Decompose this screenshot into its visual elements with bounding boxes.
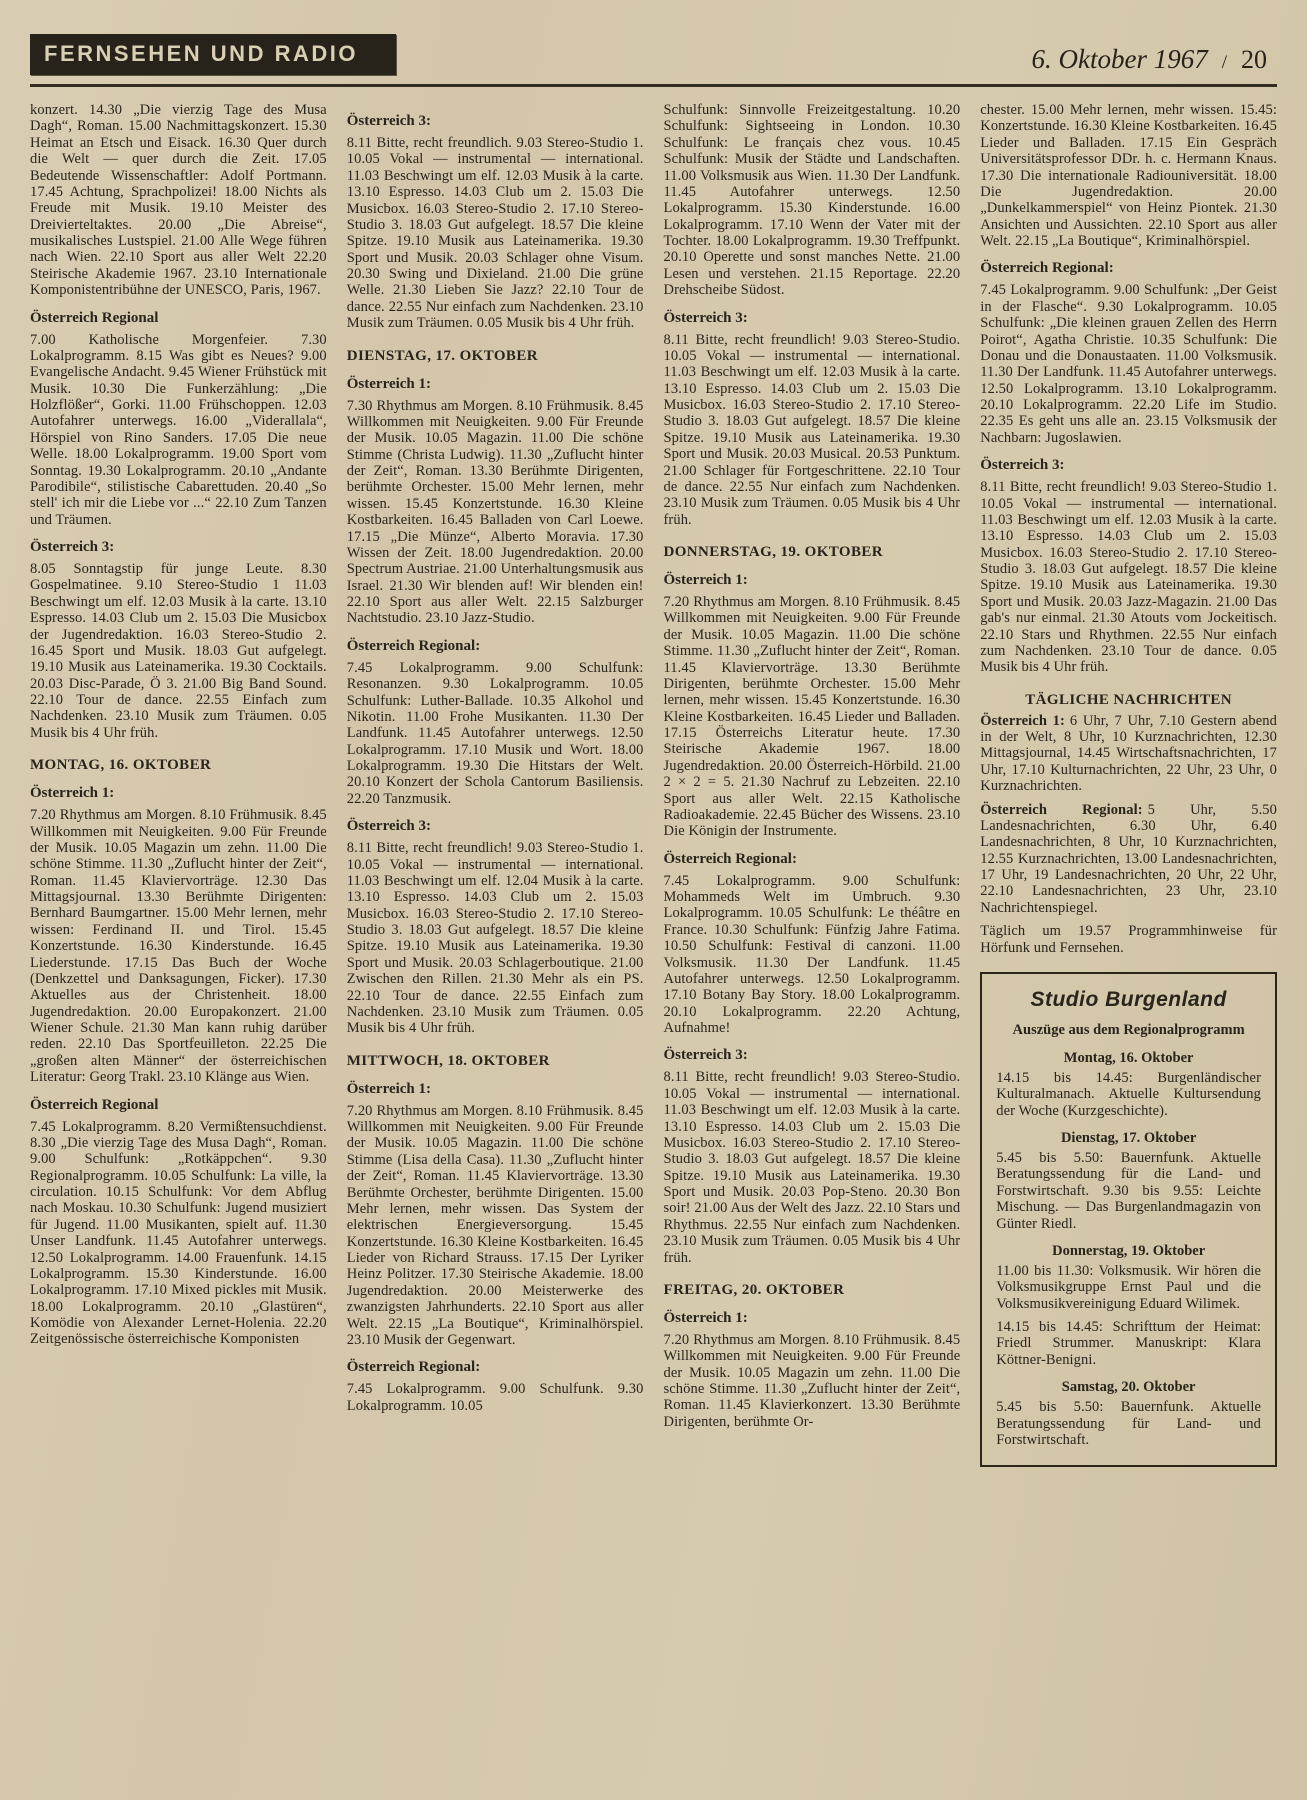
page-header: [30, 34, 1277, 75]
studio-paragraph: 5.45 bis 5.50: Bauernfunk. Aktuelle Beratungssendung für Land- und Forstwirtschaft.: [996, 1399, 1261, 1448]
channel-heading-o3: Österreich 3:: [346, 818, 432, 835]
section-masthead: [30, 34, 396, 75]
dateline: [1031, 44, 1277, 75]
column-2: [347, 102, 644, 1467]
program-paragraph: Schulfunk: Sinnvolle Freizeitgestaltung. 10.20 Schulfunk: Sightseeing in London. 10.30 Schulfunk: Le français chez vous. 10.45 Schulfunk: Musik der Städte und Landschaften. 11.00 Volksmusik aus Wien. 11.30 Der Landfunk. 11.45 Autofahrer unterwegs. 12.50 Lokalprogramm. 15.30 Kinderstunde. 16.00 Lokalprogramm. 17.10 Wenn der Vater mit der Tochter. 18.00 Lokalprogramm. 19.30 Treffpunkt. 20.10 Operette und sonst manches Nette. 21.00 Lesen und verstehen. 21.15 Reportage. 22.20 Drehscheibe Südost.: [663, 102, 961, 299]
program-paragraph: chester. 15.00 Mehr lernen, mehr wissen. 15.45: Konzertstunde. 16.30 Kleine Kostbarkeiten. 16.45 Lieder und Balladen. 17.15 Ein Gespräch Universitätsprofessor DDr. h. c. Hermann Knaus. 17.30 Die internationale Radiouniversität. 18.00 Die Jugendredaktion. 20.00 „Dunkelkammerspiel“ von Heinz Piontek. 21.30 Ansichten und Aussichten. 22.10 Sport aus aller Welt. 22.15 „La Boutique“, Kriminalhörspiel.: [980, 102, 1277, 249]
column-1: [30, 102, 327, 1467]
channel-heading-regional: Österreich Regional:: [663, 850, 797, 867]
studio-box-title: Studio Burgenland: [1030, 987, 1227, 1011]
channel-heading-o3: Österreich 3:: [663, 309, 748, 326]
issue-date: 6. Oktober 1967: [1031, 44, 1208, 74]
program-paragraph: 7.20 Rhythmus am Morgen. 8.10 Frühmusik. 8.45 Willkommen mit Neuigkeiten. 9.00 Für Freunde der Musik. 10.05 Magazin um zehn. 11.00 Die schöne Stimme. 11.30 „Zuflucht hinter der Zeit“, Roman. 11.45 Klaviervorträge. 12.30 Das Mittagsjournal. 13.30 Berühmte Dirigenten: Bernhard Baumgartner. 15.00 Mehr lernen, mehr wissen: Ferdinand II. und Tirol. 15.45 Konzertstunde. 16.30 Kinderstunde. 16.45 Liederstunde. 17.15 Das Buch der Woche (Denkzettel und Danksagungen, Ficker). 17.30 Aktuelles aus der Christenheit. 18.00 Jugendredaktion. 20.00 Europakonzert. 21.00 Wiener Schule. 21.30 Man kann ruhig darüber reden. 22.10 Das Sportfeuilleton. 22.25 Die „großen alten Männer“ der österreichischen Literatur: Georg Trakl. 23.10 Klänge aus Wien.: [30, 807, 327, 1086]
day-heading-montag: MONTAG, 16. OKTOBER: [30, 757, 212, 774]
program-paragraph: 7.00 Katholische Morgenfeier. 7.30 Lokalprogramm. 8.15 Was gibt es Neues? 9.00 Evangelische Andacht. 9.45 Wiener Frühstück mit Musik. 10.30 Die Funkerzählung: „Die Holzflößer“, Gorki. 11.00 Frühschoppen. 12.03 Autofahrer unterwegs. 16.00 „Viderallala“, Hörspiel von Rino Sanders. 17.05 Die neue Welle. 18.00 Lokalprogramm. 19.00 Sport vom Sonntag. 19.30 Lokalprogramm. 20.10 „Andante Parodibile“, stilistische Cabarettuden. 20.40 „So stell' ich mir die Liebe vor ...“ 22.10 Zum Tanzen und Träumen.: [30, 331, 327, 528]
day-heading-freitag: FREITAG, 20. OKTOBER: [663, 1281, 845, 1298]
channel-heading-o3: Österreich 3:: [663, 1047, 748, 1064]
day-heading-mittwoch: MITTWOCH, 18. OKTOBER: [346, 1052, 550, 1069]
channel-heading-o1: Österreich 1:: [30, 785, 115, 802]
program-paragraph: 8.11 Bitte, recht freundlich! 9.03 Stereo-Studio 1. 10.05 Vokal — instrumental — international. 11.03 Beschwingt um elf. 12.04 Musik à la carte. 13.10 Espresso. 14.03 Club um 2. 15.03 Musicbox. 16.03 Stereo-Studio 2. 17.10 Stereo-Studio 3. 18.03 Gut aufgelegt. 18.57 Die kleine Spitze. 19.10 Musik aus Lateinamerika. 19.30 Sport und Musik. 20.03 Schlagerboutique. 21.00 Zwischen den Rillen. 21.30 Mehr als ein PS. 22.10 Tour de dance. 22.55 Einfach zum Nachdenken. 23.10 Musik zum Träumen. 0.05 Musik bis 4 Uhr früh.: [346, 840, 644, 1037]
program-paragraph: 7.20 Rhythmus am Morgen. 8.10 Frühmusik. 8.45 Willkommen mit Neuigkeiten. 9.00 Für Freunde der Musik. 10.05 Magazin. 11.00 Die schöne Stimme (Lisa della Casa). 11.30 „Zuflucht hinter der Zeit“, Roman. 11.45 Klaviervorträge. 13.30 Berühmte Orchester, berühmte Dirigenten. 15.00 Mehr lernen, mehr wissen. Das System der elektrischen Energieversorgung. 15.45 Konzertstunde. 16.30 Kleine Kostbarkeiten. 16.45 Lieder von Richard Strauss. 17.15 Der Lyriker Heinz Politzer. 17.30 Steirische Akademie. 18.00 Jugendredaktion. 20.00 Meisterwerke des zwanzigsten Jahrhunderts. 22.10 Sport aus aller Welt. 22.15 „La Boutique“, Kriminalhörspiel. 23.10 Musik der Gegenwart.: [346, 1102, 644, 1348]
page-number: 20: [1241, 45, 1267, 74]
column-4: [980, 102, 1277, 1467]
channel-heading-regional: Österreich Regional: [30, 1096, 159, 1113]
program-paragraph: 8.11 Bitte, recht freundlich! 9.03 Stereo-Studio. 10.05 Vokal — instrumental — international. 11.03 Beschwingt um elf. 12.03 Musik à la carte. 13.10 Espresso. 14.03 Club um 2. 15.03 Die Musicbox. 16.03 Stereo-Studio 2. 17.10 Stereo-Studio 3. 18.03 Gut aufgelegt. 18.57 Die kleine Spitze. 19.10 Musik aus Lateinamerika. 19.30 Sport und Musik. 20.03 Pop-Steno. 20.30 Bon soir! 21.00 Aus der Welt des Jazz. 22.10 Stars und Rhythmus. 22.55 Nur einfach zum Nachdenken. 23.10 Musik zum Träumen. 0.05 Musik bis 4 Uhr früh.: [663, 1069, 961, 1266]
program-paragraph: 8.11 Bitte, recht freundlich! 9.03 Stereo-Studio 1. 10.05 Vokal — instrumental — international. 11.03 Beschwingt um elf. 12.03 Musik à la carte. 13.10 Espresso. 14.03 Club um 2. 15.03 Musicbox. 16.03 Stereo-Studio 2. 17.10 Stereo-Studio 3. 18.03 Gut aufgelegt. 18.57 Die kleine Spitze. 19.10 Musik aus Lateinamerika. 19.30 Sport und Musik. 20.03 Jazz-Magazin. 21.00 Das gab's nur einmal. 21.30 Atouts vom Jockeitisch. 22.10 Stars und Rhythmen. 22.55 Nur einfach zum Nachdenken. 23.10 Tour de dance. 0.05 Musik bis 4 Uhr früh.: [980, 479, 1277, 676]
channel-heading-regional: Österreich Regional: [30, 309, 159, 326]
program-paragraph: 7.45 Lokalprogramm. 9.00 Schulfunk: Mohammeds Welt im Umbruch. 9.30 Lokalprogramm. 10.05 Schulfunk: Le théâtre en France. 10.30 Schulfunk: Fünfzig Jahre Fatima. 10.50 Schulfunk: Festival di canzoni. 11.00 Volksmusik. 11.30 Der Landfunk. 11.45 Autofahrer unterwegs. 12.50 Lokalprogramm. 17.10 Botany Bay Story. 18.00 Lokalprogramm. 20.10 Lokalprogramm. 22.20 Achtung, Aufnahme!: [663, 872, 961, 1036]
program-paragraph: 8.11 Bitte, recht freundlich. 9.03 Stereo-Studio 1. 10.05 Vokal — instrumental — international. 11.03 Beschwingt um elf. 12.03 Musik à la carte. 13.10 Espresso. 14.03 Club um 2. 15.03 Die Musicbox. 16.03 Stereo-Studio 2. 17.10 Stereo-Studio 3. 18.03 Gut aufgelegt. 18.57 Die kleine Spitze. 19.10 Musik aus Lateinamerika. 19.30 Sport und Musik. 20.03 Schlager ohne Visum. 20.30 Swing und Dixieland. 21.00 Die grüne Welle. 21.30 Lieben Sie Jazz? 22.10 Tour de dance. 22.55 Nur einfach zum Nachdenken. 23.10 Musik zum Träumen. 0.05 Musik bis 4 Uhr früh.: [346, 135, 644, 332]
program-paragraph: konzert. 14.30 „Die vierzig Tage des Musa Dagh“, Roman. 15.00 Nachmittagskonzert. 15.30 Heimat an Etsch und Eisack. 16.30 Quer durch die Welt — quer durch die Zeit. 17.05 Bedeutende Wissenschaftler: Adolf Portmann. 17.45 Achtung, Sprachpolizei! 18.00 Nichts als Freude mit Musik. 19.10 Meister des Dreivierteltaktes. 20.00 „Die Abreise“, musikalisches Lustspiel. 21.00 Alle Wege führen nach Wien. 22.10 Sport aus aller Welt 22.20 Steirische Akademie 1967. 23.10 Internationale Komponistentribühne der UNESCO, Paris, 1967.: [30, 102, 327, 299]
program-paragraph: 7.20 Rhythmus am Morgen. 8.10 Frühmusik. 8.45 Willkommen mit Neuigkeiten. 9.00 Für Freunde der Musik. 10.05 Magazin um zehn. 11.00 Die schöne Stimme. 11.30 „Zuflucht hinter der Zeit“, Roman. 11.45 Klavierkonzert. 13.30 Berühmte Dirigenten, berühmte Or-: [663, 1331, 961, 1430]
daily-news-o1-text: 6 Uhr, 7 Uhr, 7.10 Gestern abend in der Welt, 8 Uhr, 10 Kurznachrichten, 12.30 Mittagsjournal, 14.45 Wirtschaftsnachrichten, 17 Uhr, 17.10 Kulturnachrichten, 22 Uhr, 23 Uhr, 0 Kurznachrichten.: [980, 712, 1277, 795]
channel-heading-o3: Österreich 3:: [346, 113, 432, 129]
studio-day-heading: Dienstag, 17. Oktober: [1060, 1130, 1197, 1147]
program-paragraph: 7.45 Lokalprogramm. 8.20 Vermißtensuchdienst. 8.30 „Die vierzig Tage des Musa Dagh“, Roman. 9.00 Schulfunk: „Rotkäppchen“. 9.30 Regionalprogramm. 10.05 Schulfunk: La ville, la circulation. 10.15 Schulfunk: Vor dem Abflug nach Moskau. 10.30 Schulfunk: Jugend musiziert für Jugend. 11.00 Musikanten, spielt auf. 11.30 Unser Landfunk. 11.45 Autofahrer unterwegs. 12.50 Lokalprogramm. 14.00 Frauenfunk. 14.15 Lokalprogramm. 15.30 Kinderstunde. 16.00 Lokalprogramm. 17.10 Mixed pickles mit Musik. 18.00 Lokalprogramm. 20.10 „Glastüren“, Komödie von Alexander Lernet-Holenia. 22.20 Zeitgenössische österreichische Komponisten: [30, 1118, 327, 1348]
studio-box-subtitle: Auszüge aus dem Regionalprogramm: [1012, 1021, 1245, 1038]
program-paragraph: 8.11 Bitte, recht freundlich! 9.03 Stereo-Studio. 10.05 Vokal — instrumental — international. 11.03 Beschwingt um elf. 12.03 Musik à la carte. 13.10 Espresso. 14.03 Club um 2. 15.03 Die Musicbox. 16.03 Stereo-Studio 2. 17.10 Stereo-Studio 3. 18.03 Gut aufgelegt. 18.57 Die kleine Spitze. 19.10 Musik aus Lateinamerika. 19.30 Sport und Musik. 20.03 Musical. 20.53 Punktum. 21.00 Schlager für Fortgeschrittene. 22.10 Tour de dance. 22.55 Nur einfach zum Nachdenken. 23.10 Musik zum Träumen. 0.05 Musik bis 4 Uhr früh.: [663, 331, 961, 528]
studio-burgenland-box: [980, 972, 1277, 1467]
program-hint-paragraph: Täglich um 19.57 Programmhinweise für Hörfunk und Fernsehen.: [980, 923, 1277, 956]
program-paragraph: 7.45 Lokalprogramm. 9.00 Schulfunk: „Der Geist in der Flasche“. 9.30 Lokalprogramm. 10.05 Schulfunk: „Die kleinen grauen Zellen des Herrn Poirot“, Agatha Christie. 10.35 Schulfunk: Die Donau und die Donaustaaten. 11.00 Volksmusik. 11.30 Der Landfunk. 11.45 Autofahrer unterwegs. 12.50 Lokalprogramm. 13.10 Lokalprogramm. 20.10 Lokalprogramm. 22.20 Life im Studio. 22.35 Es geht uns alle an. 23.15 Volksmusik der Nachbarn: Jugoslawien.: [980, 282, 1277, 446]
day-heading-donnerstag: DONNERSTAG, 19. OKTOBER: [663, 544, 884, 560]
daily-news-regional-text: 5 Uhr, 5.50 Landesnachrichten, 6.30 Uhr, 6.40 Landesnachrichten, 8 Uhr, 10 Kurznachrichten, 12.55 Kurznachrichten, 13.00 Landesnachrichten, 17 Uhr, 19 Landesnachrichten, 20 Uhr, 22 Uhr, 22.10 Landesnachrichten, 23 Uhr, 23.10 Nachrichtenspiegel.: [980, 801, 1277, 916]
studio-paragraph: 5.45 bis 5.50: Bauernfunk. Aktuelle Beratungssendung für die Land- und Forstwirtschaft. 9.30 bis 9.55: Leichte Mischung. — Das Burgenlandmagazin von Günter Riedl.: [996, 1150, 1261, 1232]
program-columns: [30, 102, 1277, 1467]
dateline-separator-slash: /: [1221, 52, 1227, 73]
channel-heading-o1: Österreich 1:: [346, 1080, 432, 1097]
program-paragraph: 7.20 Rhythmus am Morgen. 8.10 Frühmusik. 8.45 Willkommen mit Neuigkeiten. 9.00 Für Freunde der Musik. 10.05 Magazin. 11.00 Die schöne Stimme. 11.30 „Zuflucht hinter der Zeit“, Roman. 11.45 Klaviervorträge. 13.30 Berühmte Dirigenten, berühmte Orchester. 15.00 Mehr lernen, mehr wissen. 15.45 Konzertstunde. 16.30 Kleine Kostbarkeiten. 16.45 Lieder und Balladen. 17.15 Österreichs Literatur heute. 17.30 Steirische Akademie 1967. 18.00 Jugendredaktion. 20.00 Österreich-Hörbild. 21.00 2 × 2 = 5. 21.30 Nachruf zu Lebzeiten. 22.10 Sport aus aller Welt. 22.15 Katholische Radioakademie. 22.45 Bücher des Wissens. 23.10 Die Königin der Instrumente.: [663, 594, 961, 840]
studio-day-heading: Montag, 16. Oktober: [1063, 1049, 1194, 1066]
program-paragraph: 8.05 Sonntagstip für junge Leute. 8.30 Gospelmatinee. 9.10 Stereo-Studio 1 11.03 Beschwingt um elf. 12.03 Musik à la carte. 13.10 Espresso. 14.03 Club um 2. 15.03 Die Musicbox der Jugendredaktion. 16.03 Stereo-Studio 2. 16.45 Sport und Musik. 18.03 Gut aufgelegt. 19.10 Musik aus Lateinamerika. 19.30 Cocktails. 20.03 Disc-Parade, Ö 3. 21.00 Big Band Sound. 22.10 Tour de dance. 22.55 Einfach zum Nachdenken. 23.10 Musik zum Träumen. 0.05 Musik bis 4 Uhr früh.: [30, 561, 327, 741]
header-rule: [30, 84, 1277, 87]
channel-heading-o1: Österreich 1:: [663, 572, 748, 588]
column-3: [664, 102, 961, 1467]
channel-heading-regional: Österreich Regional:: [346, 1359, 481, 1376]
channel-heading-o1: Österreich 1:: [346, 375, 432, 392]
daily-news-o1-lead: Österreich 1:: [980, 712, 1065, 729]
studio-paragraph: 14.15 bis 14.45: Burgenländischer Kulturalmanach. Aktuelle Kultursendung der Woche (Kurzgeschichte).: [996, 1069, 1261, 1119]
program-paragraph: 7.30 Rhythmus am Morgen. 8.10 Frühmusik. 8.45 Willkommen mit Neuigkeiten. 9.00 Für Freunde der Musik. 10.05 Magazin. 11.00 Die schöne Stimme (Christa Ludwig). 11.30 „Zuflucht hinter der Zeit“, Roman. 13.30 Berühmte Dirigenten, berühmte Orchester. 15.00 Mehr lernen, mehr wissen. 15.45 Konzertstunde. 16.30 Kleine Kostbarkeiten. 16.45 Balladen von Carl Loewe. 17.15 „Die Münze“, Alberto Moravia. 17.30 Wissen der Zeit. 18.00 Jugendredaktion. 20.00 Spectrum Austriae. 21.00 Unterhaltungsmusik aus Israel. 21.30 Wir blenden auf! Wir blenden ein! 22.10 Sport aus aller Welt. 22.15 Salzburger Nachtstudio. 23.10 Jazz-Studio.: [346, 397, 644, 627]
channel-heading-o1: Österreich 1:: [663, 1309, 748, 1326]
studio-paragraph: 11.00 bis 11.30: Volksmusik. Wir hören die Volksmusikgruppe Ernst Paul und die Volksmusikvereinigung Eduard Wilimek.: [996, 1262, 1261, 1312]
channel-heading-regional: Österreich Regional:: [980, 260, 1114, 277]
channel-heading-o3: Österreich 3:: [30, 539, 115, 555]
studio-paragraph: 14.15 bis 14.45: Schrifttum der Heimat: Friedl Strummer. Manuskript: Klara Köttner-Benigni.: [996, 1319, 1261, 1368]
studio-day-heading: Donnerstag, 19. Oktober: [1052, 1242, 1206, 1259]
daily-news-regional: [980, 802, 1277, 917]
program-paragraph: 7.45 Lokalprogramm. 9.00 Schulfunk. 9.30 Lokalprogramm. 10.05: [346, 1381, 644, 1414]
daily-news-heading: TÄGLICHE NACHRICHTEN: [1025, 691, 1233, 708]
day-heading-dienstag: DIENSTAG, 17. OKTOBER: [346, 347, 538, 364]
daily-news-regional-lead: Österreich Regional:: [980, 801, 1143, 818]
studio-day-heading: Samstag, 20. Oktober: [1061, 1379, 1196, 1396]
channel-heading-o3: Österreich 3:: [980, 457, 1065, 474]
program-paragraph: 7.45 Lokalprogramm. 9.00 Schulfunk: Resonanzen. 9.30 Lokalprogramm. 10.05 Schulfunk: Luther-Ballade. 10.35 Alkohol und Nikotin. 11.00 Frohe Musikanten. 11.30 Der Landfunk. 11.45 Autofahrer unterwegs. 12.50 Lokalprogramm. 17.10 Musik und Wort. 18.00 Lokalprogramm. 19.30 Die Hitstars der Welt. 20.10 Konzert der Schola Cantorum Basiliensis. 22.20 Tanzmusik.: [346, 659, 644, 807]
channel-heading-regional: Österreich Regional:: [346, 637, 481, 654]
section-title: FERNSEHEN UND RADIO: [44, 41, 358, 66]
daily-news-o1: [980, 713, 1277, 795]
